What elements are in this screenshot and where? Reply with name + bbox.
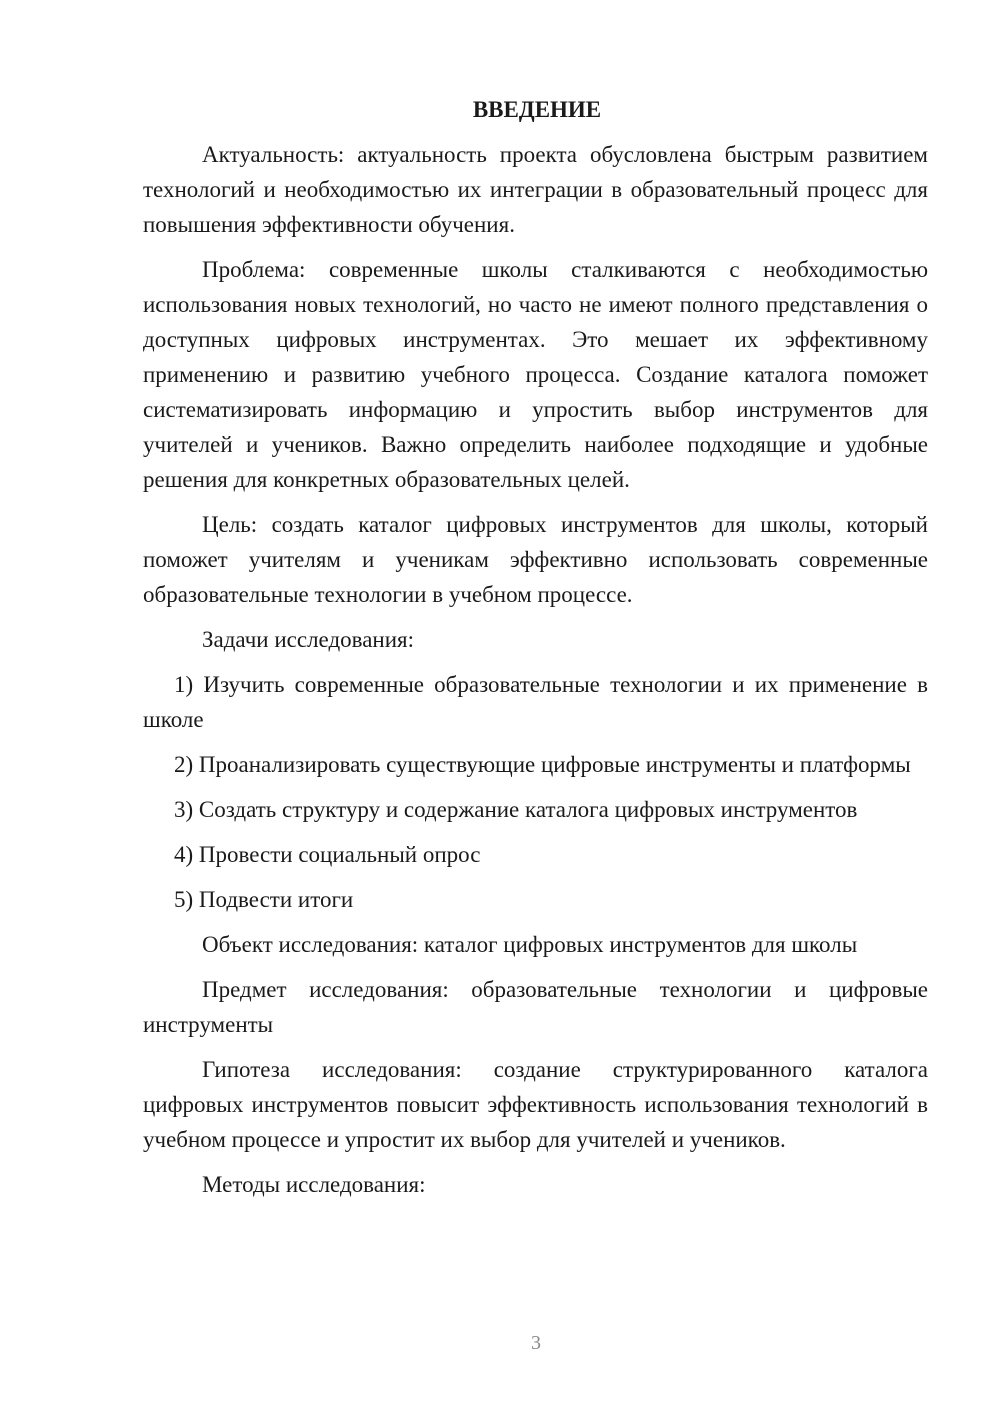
task-item-5: 5) Подвести итоги: [174, 887, 354, 912]
hypothesis-paragraph: Гипотеза исследования: создание структурированного каталога цифровых инструментов повысит эффективность использования технологий в учебном процессе и упростит их выбор для учителей и учеников.: [143, 1057, 928, 1152]
relevance-paragraph: Актуальность: актуальность проекта обусловлена быстрым развитием технологий и необходимостью их интеграции в образовательный процесс для повышения эффективности обучения.: [143, 142, 928, 237]
object-paragraph: Объект исследования: каталог цифровых инструментов для школы: [202, 932, 858, 957]
task-item-2: 2) Проанализировать существующие цифровые инструменты и платформы: [174, 752, 911, 777]
subject-paragraph: Предмет исследования: образовательные технологии и цифровые инструменты: [143, 977, 928, 1037]
tasks-heading: Задачи исследования:: [202, 627, 415, 652]
task-item-3: 3) Создать структуру и содержание каталога цифровых инструментов: [174, 797, 858, 822]
page-content: [143, 92, 928, 1212]
page-number: 3: [531, 1332, 541, 1354]
problem-paragraph: Проблема: современные школы сталкиваются с необходимостью использования новых технологий, но часто не имеют полного представления о доступных цифровых инструментах. Это мешает их эффективному применению и развитию учебного процесса. Создание каталога поможет систематизировать информацию и упростить выбор инструментов для учителей и учеников. Важно определить наиболее подходящие и удобные решения для конкретных образовательных целей.: [143, 257, 928, 492]
goal-paragraph: Цель: создать каталог цифровых инструментов для школы, который поможет учителям и ученикам эффективно использовать современные образовательные технологии в учебном процессе.: [143, 512, 928, 607]
methods-heading: Методы исследования:: [202, 1172, 426, 1197]
section-title: ВВЕДЕНИЕ: [472, 97, 602, 122]
task-item-1: 1) Изучить современные образовательные технологии и их применение в школе: [143, 672, 928, 732]
task-item-4: 4) Провести социальный опрос: [174, 842, 481, 867]
